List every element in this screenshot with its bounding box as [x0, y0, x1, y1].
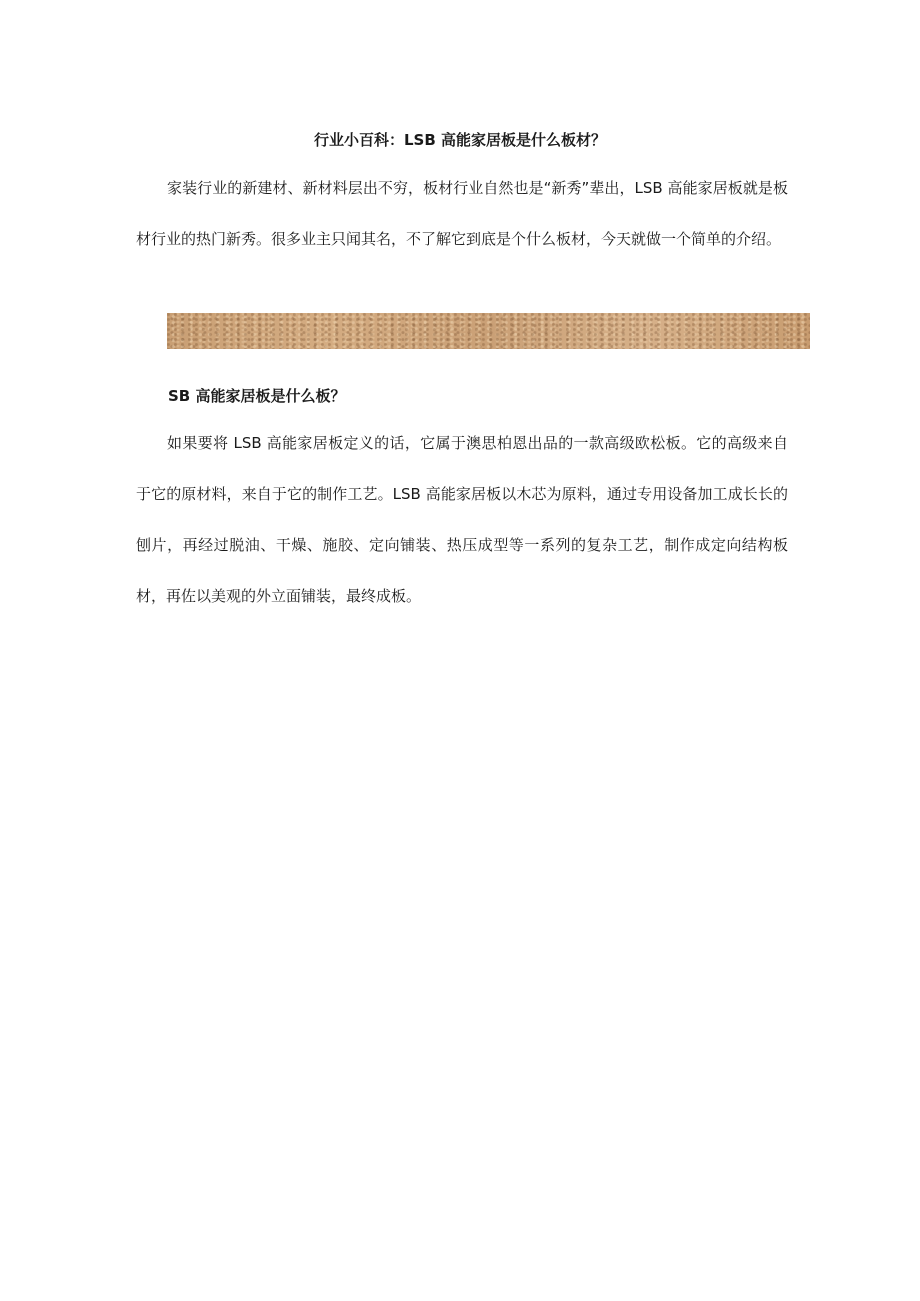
board-texture-image [167, 313, 810, 349]
intro-paragraph: 家装行业的新建材、新材料层出不穷，板材行业自然也是“新秀”辈出，LSB 高能家居板就是板材行业的热门新秀。很多业主只闻其名，不了解它到底是个什么板材，今天就做一个简单的介绍。 [136, 179, 788, 248]
section-heading: SB 高能家居板是什么板？ [168, 387, 346, 405]
page-title: 行业小百科：LSB 高能家居板是什么板材？ [313, 131, 607, 149]
section-paragraph: 如果要将 LSB 高能家居板定义的话，它属于澳思柏恩出品的一款高级欧松板。它的高级来自于它的原材料，来自于它的制作工艺。LSB 高能家居板以木芯为原料，通过专用设备加工成长长的刨片，再经过脱油、干燥、施胶、定向铺装、热压成型等一系列的复杂工艺，制作成定向结构板材，再佐以美观的外立面铺装，最终成板。 [136, 434, 788, 605]
